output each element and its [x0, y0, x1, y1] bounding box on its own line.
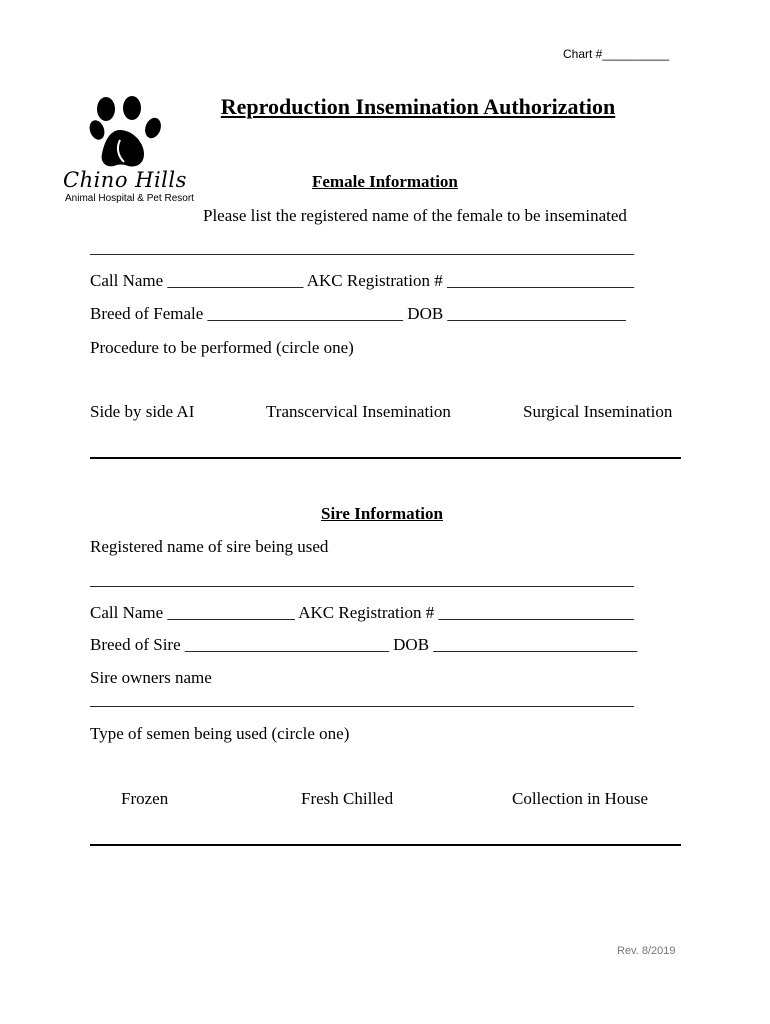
female-registered-name-field[interactable]: ________________________________________________________________ — [90, 238, 634, 257]
revision-note: Rev. 8/2019 — [617, 945, 676, 957]
female-instruction: Please list the registered name of the female to be inseminated — [203, 206, 627, 225]
procedure-label: Procedure to be performed (circle one) — [90, 338, 354, 357]
semen-type-label: Type of semen being used (circle one) — [90, 724, 350, 743]
procedure-option-side-by-side[interactable]: Side by side AI — [90, 402, 195, 421]
sire-owner-label: Sire owners name — [90, 668, 212, 687]
sire-owner-name-field[interactable]: ________________________________________________________________ — [90, 690, 634, 709]
female-info-heading: Female Information — [312, 172, 458, 191]
clinic-logo — [62, 96, 212, 211]
semen-option-fresh-chilled[interactable]: Fresh Chilled — [301, 789, 394, 808]
female-call-name-akc-field[interactable]: Call Name ________________ AKC Registration # ______________________ — [90, 271, 634, 290]
sire-instruction: Registered name of sire being used — [90, 537, 329, 556]
sire-call-name-akc-field[interactable]: Call Name _______________ AKC Registration # _______________________ — [90, 603, 634, 622]
semen-option-collection-in-house[interactable]: Collection in House — [512, 789, 648, 808]
female-breed-dob-field[interactable]: Breed of Female _______________________ DOB _____________________ — [90, 304, 626, 323]
logo-name: Chino Hills — [63, 168, 187, 192]
sire-registered-name-field[interactable]: ________________________________________________________________ — [90, 570, 634, 589]
procedure-option-transcervical[interactable]: Transcervical Insemination — [266, 402, 451, 421]
sire-breed-dob-field[interactable]: Breed of Sire ________________________ DOB ________________________ — [90, 635, 638, 654]
page-title: Reproduction Insemination Authorization — [220, 94, 616, 119]
procedure-option-surgical[interactable]: Surgical Insemination — [523, 402, 673, 421]
semen-option-frozen[interactable]: Frozen — [121, 789, 169, 808]
section-divider — [90, 844, 681, 846]
sire-info-heading: Sire Information — [321, 504, 443, 523]
logo-subtitle: Animal Hospital & Pet Resort — [65, 193, 194, 204]
paw-icon — [62, 96, 212, 171]
chart-number-field[interactable]: Chart #__________ — [563, 47, 670, 61]
section-divider — [90, 457, 681, 459]
